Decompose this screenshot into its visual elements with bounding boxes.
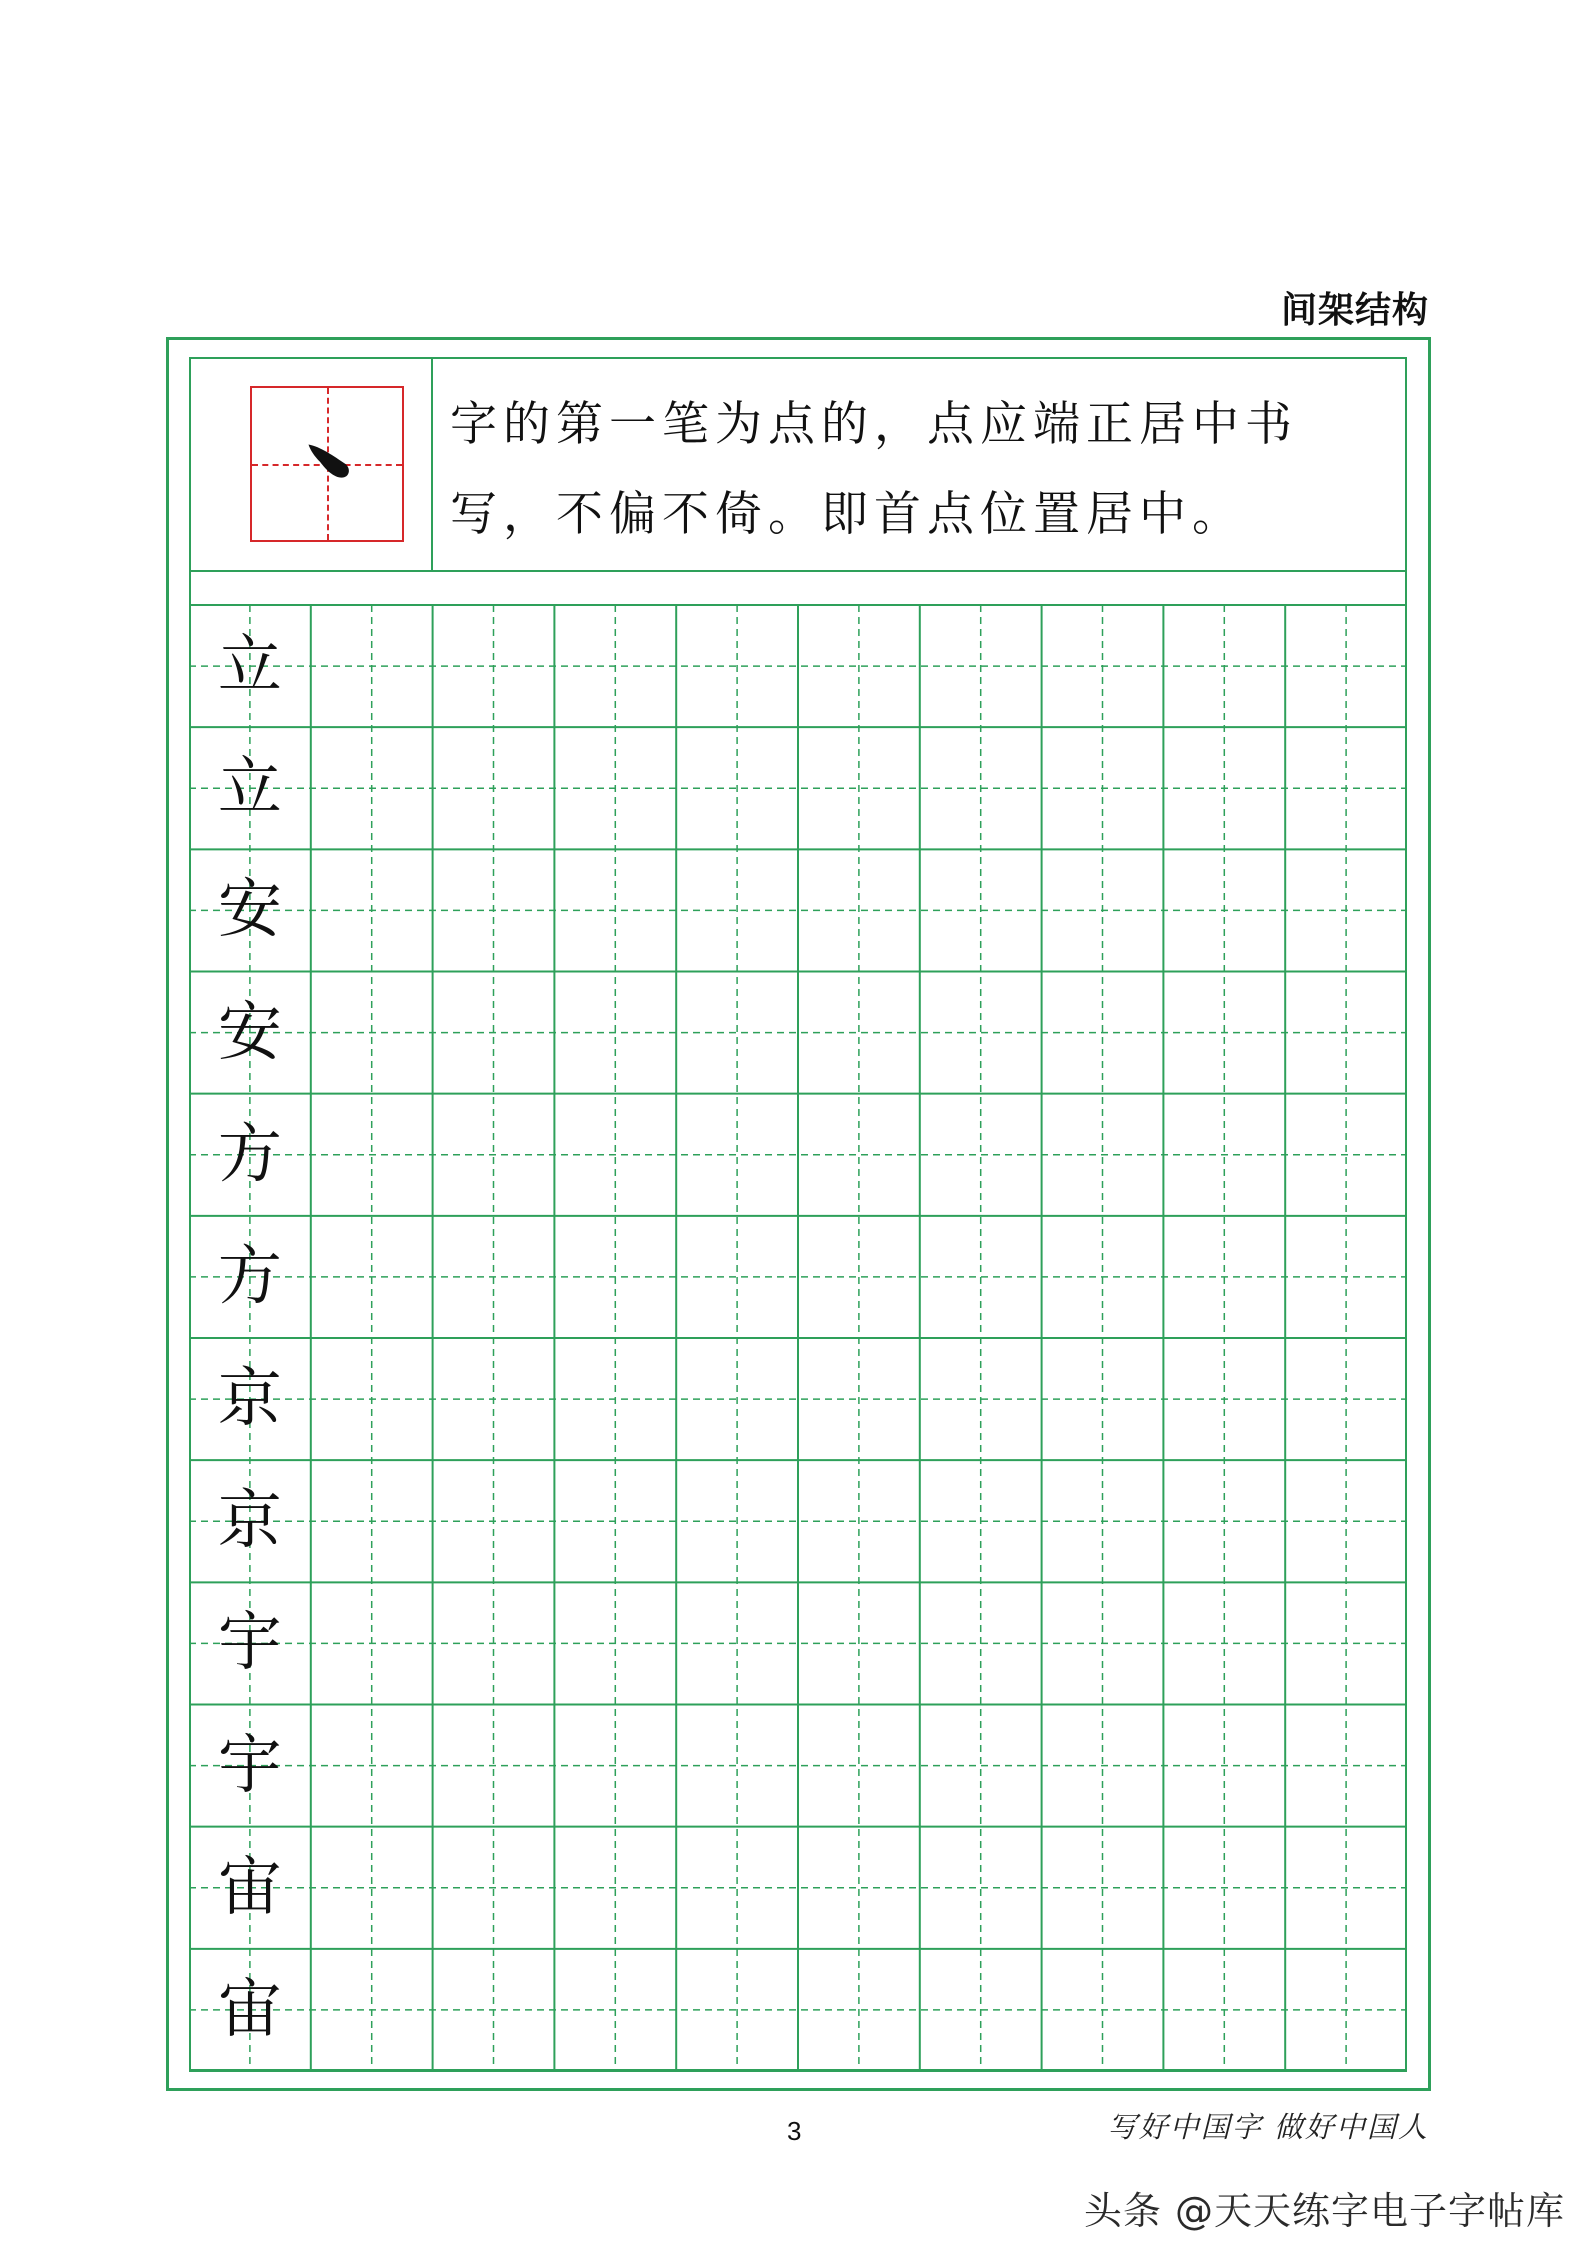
practice-char: 方	[217, 1117, 282, 1192]
practice-char: 安	[217, 995, 282, 1070]
page-title: 间架结构	[1280, 290, 1429, 331]
practice-char: 京	[217, 1484, 282, 1559]
practice-char: 宇	[217, 1606, 282, 1681]
practice-char: 京	[217, 1362, 282, 1436]
watermark: 头条 @天天练字电子字帖库	[1083, 2189, 1565, 2233]
practice-char: 立	[217, 751, 282, 826]
practice-char: 宙	[217, 1972, 282, 2047]
practice-char: 安	[217, 873, 282, 948]
page-number: 3	[787, 2116, 802, 2146]
practice-char: 方	[217, 1239, 282, 1314]
practice-char: 宇	[217, 1728, 282, 1803]
footer-slogan: 写好中国字 做好中国人	[1107, 2110, 1429, 2144]
description-line-1: 字的第一笔为点的，点应端正居中书	[450, 397, 1298, 452]
practice-char: 立	[217, 629, 282, 703]
description-line-2: 写，不偏不倚。即首点位置居中。	[450, 487, 1245, 542]
practice-char: 宙	[217, 1850, 282, 1925]
